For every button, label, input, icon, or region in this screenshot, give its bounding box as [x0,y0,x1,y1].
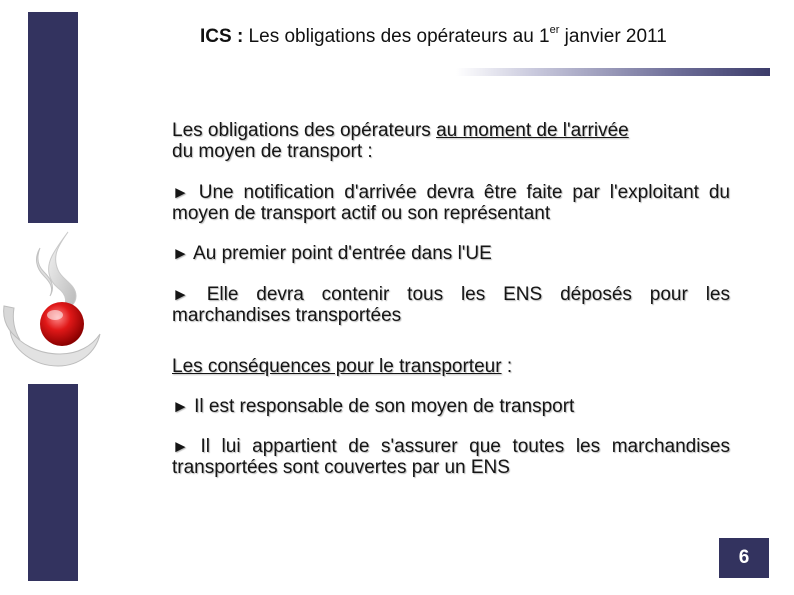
customs-flame-logo-icon [0,226,110,376]
title-end: janvier 2011 [559,26,667,47]
section-heading-arrival [172,120,730,162]
bullet-entry-point [172,243,730,264]
bullet-text: Au premier point d'entrée dans l'UE [188,243,492,264]
bullet-text: Il lui appartient de s'assurer que toutes les marchandises transportées sont couvertes par un ENS [172,436,730,478]
left-decorative-bar-bottom [28,384,78,581]
heading-carrier-suffix: : [501,356,513,377]
bullet-notification [172,182,730,224]
bullet-ens-coverage [172,436,730,478]
arrow-bullet-icon: ► [172,244,189,263]
heading-arrival-part1: Les obligations des opérateurs [172,120,437,141]
arrow-bullet-icon: ► [172,397,189,416]
title-underline-gradient [456,68,770,76]
bullet-text: Elle devra contenir tous les ENS déposés pour les marchandises transportées [172,284,730,326]
section-heading-carrier [172,356,730,377]
heading-arrival-underlined: au moment de l'arrivée [436,120,629,141]
title-superscript: er [549,24,560,36]
title-main: Les obligations des opérateurs au 1 [243,26,550,47]
bullet-text: Il est responsable de son moyen de transport [188,396,575,417]
heading-carrier-underlined: Les conséquences pour le transporteur [172,356,502,377]
arrow-bullet-icon: ► [172,183,189,202]
slide-body [172,120,730,478]
bullet-responsible [172,396,730,417]
page-number-badge: 6 [719,538,769,578]
bullet-ens-content [172,284,730,326]
arrow-bullet-icon: ► [172,437,189,456]
bullet-text: Une notification d'arrivée devra être faite par l'exploitant du moyen de transport actif ou son représentant [172,182,730,224]
heading-arrival-part2: du moyen de transport : [172,141,373,162]
left-decorative-bar-top [28,12,78,223]
arrow-bullet-icon: ► [172,285,189,304]
title-prefix: ICS : [200,26,244,47]
slide-title [200,26,780,48]
